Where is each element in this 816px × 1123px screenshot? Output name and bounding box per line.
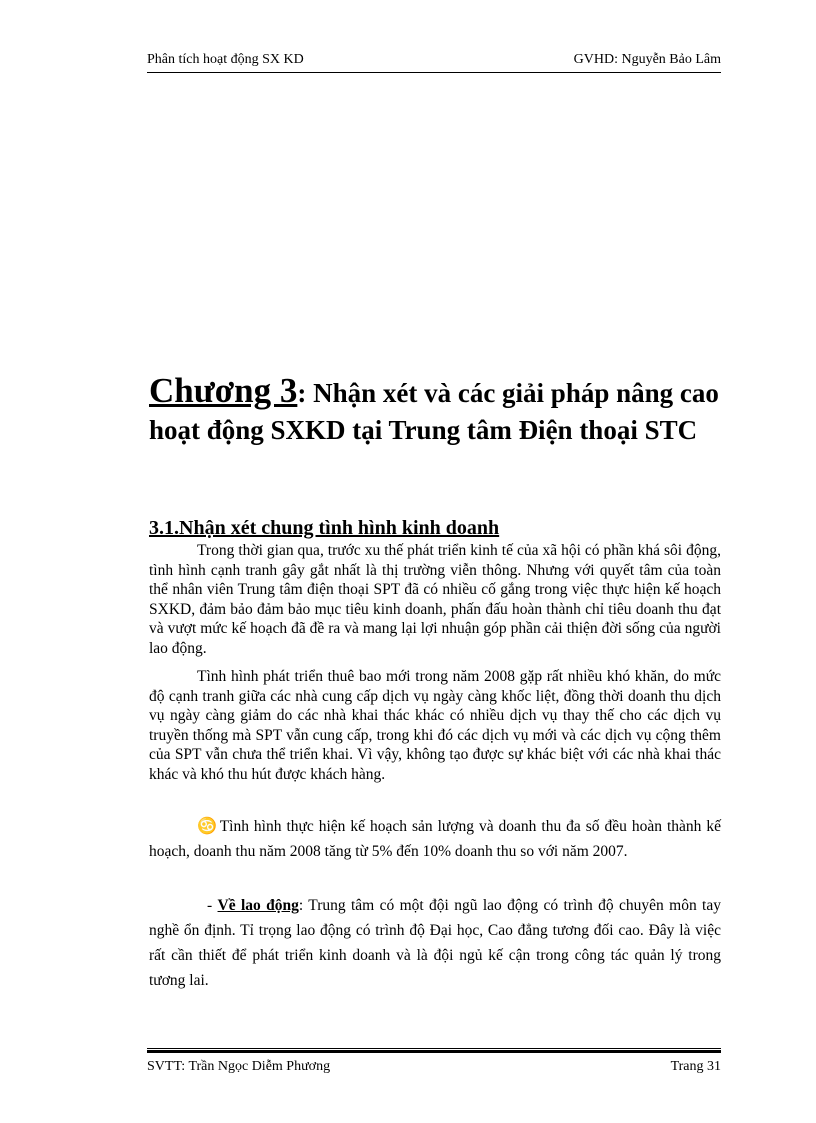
chapter-heading <box>149 372 721 449</box>
footer-student: SVTT: Trần Ngọc Diễm Phương <box>147 1059 331 1074</box>
paragraph-plan-results-text: Tình hình thực hiện kế hoạch sản lượng và doanh thu đa số đều hoàn thành kế hoạch, doanh thu năm 2008 tăng từ 5% đến 10% doanh thu so với năm 2007. <box>149 818 721 860</box>
paragraph-plan-results <box>149 814 721 864</box>
chapter-title: : Nhận xét và các giải pháp nâng cao hoạt động SXKD tại Trung tâm Điện thoại STC <box>149 378 719 445</box>
labor-label: Về lao động <box>217 897 299 914</box>
footer-rule-thick <box>147 1050 721 1053</box>
header-course-title: Phân tích hoạt động SX KD <box>147 52 304 67</box>
paragraph-overview-text: Trong thời gian qua, trước xu thế phát triển kinh tế của xã hội có phần khá sôi động, tình hình cạnh tranh gây gắt nhất là thị trường viễn thông. Nhưng với quyết tâm của toàn thể nhân viên Trung tâm điện thoại SPT đã có nhiều cố gắng trong việc thực hiện kế hoạch SXKD, đảm bảo đảm bảo mục tiêu kinh doanh, phấn đấu hoàn thành chỉ tiêu doanh thu đạt và vượt mức kế hoạch đã đề ra và mang lại lợi nhuận góp phần cải thiện đời sống của người lao động. <box>149 542 721 657</box>
footer-page-number: Trang 31 <box>670 1059 721 1074</box>
paragraph-labor-text: : Trung tâm có một đội ngũ lao động có trình độ chuyên môn tay nghề ổn định. Tỉ trọng lao động có trình độ Đại học, Cao đẳng tương đối cao. Đây là việc rất cần thiết để phát triển kinh doanh và là đội ngủ kế cận trong công tác quản lý trong tương lai. <box>149 897 721 989</box>
section-heading: 3.1.Nhận xét chung tình hình kinh doanh <box>149 517 500 539</box>
paragraph-labor <box>149 893 721 993</box>
labor-prefix: - <box>207 897 218 914</box>
header-rule <box>147 72 721 73</box>
footer-rule-thin <box>147 1048 721 1049</box>
header-advisor: GVHD: Nguyễn Bảo Lâm <box>573 52 721 67</box>
paragraph-subscribers <box>149 667 721 784</box>
chapter-number: Chương 3 <box>149 371 298 410</box>
paragraph-overview <box>149 541 721 658</box>
bullet-symbol-icon: ♋ <box>197 818 217 835</box>
paragraph-subscribers-text: Tình hình phát triển thuê bao mới trong năm 2008 gặp rất nhiều khó khăn, do mức độ cạnh tranh giữa các nhà cung cấp dịch vụ ngày càng khốc liệt, đồng thời doanh thu dịch vụ ngày càng giảm do các nhà khai thác khác có nhiều dịch vụ thay thế cho các dịch vụ truyền thống mà SPT vẫn cung cấp, trong khi đó các dịch vụ mới và các dịch vụ cộng thêm của SPT vẫn chưa thể triển khai. Vì vậy, không tạo được sự khác biệt với các nhà khai thác khác và khó thu hút được khách hàng. <box>149 668 721 783</box>
